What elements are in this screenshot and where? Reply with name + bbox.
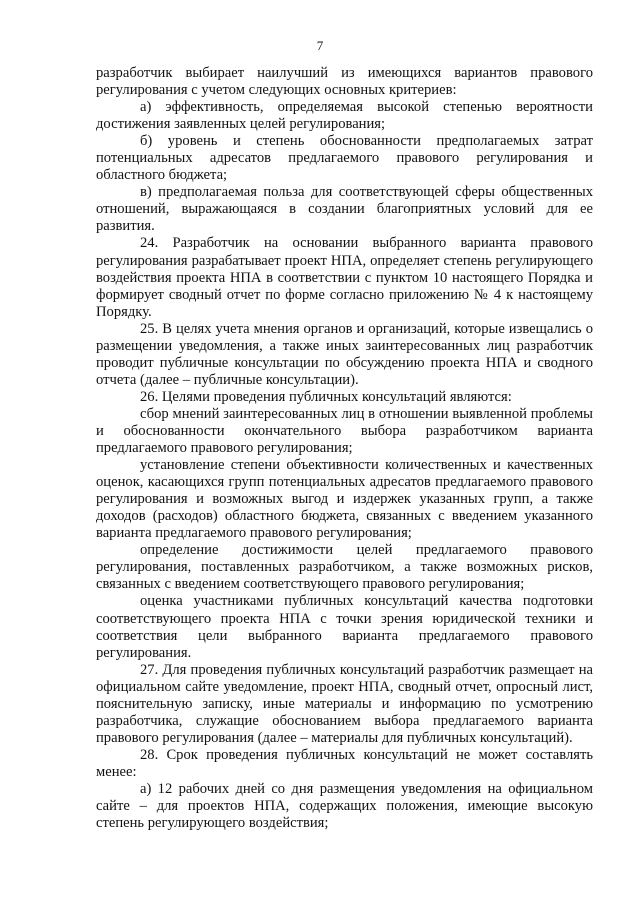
paragraph-goal-opinions: сбор мнений заинтересованных лиц в отношении выявленной проблемы и обоснованности окончательного выбора разработчиком варианта предлагаемого правового регулирования; xyxy=(96,405,593,457)
paragraph-goal-objectivity: установление степени объективности количественных и качественных оценок, касающихся групп потенциальных адресатов предлагаемого правового регулирования и возможных выгод и издержек указанных групп, а также доходов (расходов) областного бюджета, связанных с введением указанного варианта предлагаемого правового регулирования; xyxy=(96,457,593,542)
paragraph-goal-achievability: определение достижимости целей предлагаемого правового регулирования, поставленных разработчиком, а также возможных рисков, связанных с введением соответствующего правового регулирования; xyxy=(96,542,593,593)
paragraph-criteria-intro: разработчик выбирает наилучший из имеющихся вариантов правового регулирования с учетом следующих основных критериев: xyxy=(96,65,593,99)
page-number: 7 xyxy=(316,38,324,53)
paragraph-criterion-b: б) уровень и степень обоснованности предполагаемых затрат потенциальных адресатов предлагаемого правового регулирования и областного бюджета; xyxy=(96,133,593,184)
paragraph-term-a: а) 12 рабочих дней со дня размещения уведомления на официальном сайте – для проектов НПА, содержащих положения, имеющие высокую степень регулирующего воздействия; xyxy=(96,780,593,832)
paragraph-item-25: 25. В целях учета мнения органов и организаций, которые извещались о размещении уведомления, а также иных заинтересованных лиц разработчик проводит публичные консультации по обсуждению проекта НПА и сводного отчета (далее – публичные консультации). xyxy=(96,320,593,388)
document-body xyxy=(96,65,593,832)
paragraph-item-24: 24. Разработчик на основании выбранного варианта правового регулирования разрабатывает проект НПА, определяет степень регулирующего воздействия проекта НПА в соответствии с пунктом 10 настоящего Порядка и формирует сводный отчет по форме согласно приложению № 4 к настоящему Порядку. xyxy=(96,235,593,320)
paragraph-criterion-a: а) эффективность, определяемая высокой степенью вероятности достижения заявленных целей регулирования; xyxy=(96,99,593,133)
paragraph-item-28: 28. Срок проведения публичных консультаций не может составлять менее: xyxy=(96,746,593,780)
paragraph-item-27: 27. Для проведения публичных консультаций разработчик размещает на официальном сайте уведомление, проект НПА, сводный отчет, опросный лист, пояснительную записку, иные материалы и информацию по усмотрению разработчика, служащие обоснованием выбора предлагаемого варианта правового регулирования (далее – материалы для публичных консультаций). xyxy=(96,661,593,746)
paragraph-goal-quality: оценка участниками публичных консультаций качества подготовки соответствующего проекта НПА с точки зрения юридической техники и соответствия цели выбранного варианта предлагаемого правового регулирования. xyxy=(96,593,593,661)
paragraph-criterion-v: в) предполагаемая польза для соответствующей сферы общественных отношений, выражающаяся в создании благоприятных условий для ее развития. xyxy=(96,184,593,235)
paragraph-item-26: 26. Целями проведения публичных консультаций являются: xyxy=(140,388,512,405)
